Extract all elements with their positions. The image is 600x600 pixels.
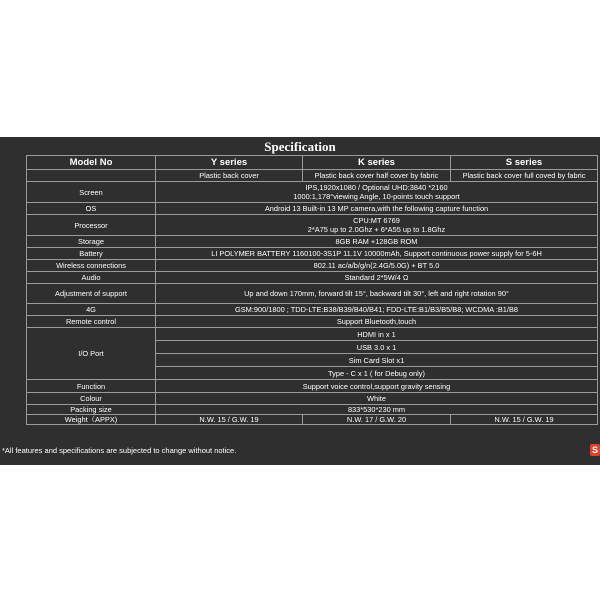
brand-logo-glyph: S [592, 445, 599, 455]
s-series-header: S series [451, 156, 598, 170]
os-value: Android 13 Built-in 13 MP camera,with the following capture function [156, 203, 598, 215]
screen-value [156, 182, 598, 203]
processor-value [156, 215, 598, 236]
network-row [27, 304, 598, 316]
spec-title: Specification [264, 139, 336, 154]
os-row [27, 203, 598, 215]
io-item: HDMI in x 1 [156, 328, 598, 341]
io-label: I/O Port [27, 328, 156, 380]
screen-line-2: 1000:1,178°viewing Angle, 10-points touch support [293, 192, 460, 201]
y-weight: N.W. 15 / G.W. 19 [156, 415, 303, 425]
screen-line-1: IPS,1920x1080 / Optional UHD:3840 *2160 [305, 183, 448, 192]
cover-row [27, 170, 598, 182]
storage-value: 8GB RAM +128GB ROM [156, 236, 598, 248]
footnote: *All features and specifications are subjected to change without notice. [2, 446, 237, 455]
processor-label: Processor [27, 215, 156, 236]
function-value: Support voice control,support gravity sensing [156, 380, 598, 393]
remote-label: Remote control [27, 316, 156, 328]
support-row [27, 284, 598, 304]
weight-row [27, 415, 598, 425]
weight-label: Weight（APPX) [27, 415, 156, 425]
remote-value: Support Bluetooth,touch [156, 316, 598, 328]
y-series-header: Y series [156, 156, 303, 170]
spec-table [26, 155, 598, 425]
audio-row [27, 272, 598, 284]
packing-label: Packing size [27, 405, 156, 415]
y-cover: Plastic back cover [156, 170, 303, 182]
screen-row [27, 182, 598, 203]
function-label: Function [27, 380, 156, 393]
wireless-value: 802.11 ac/a/b/g/n(2.4G/5.0G) + BT 5.0 [156, 260, 598, 272]
processor-row [27, 215, 598, 236]
audio-label: Audio [27, 272, 156, 284]
battery-row [27, 248, 598, 260]
audio-value: Standard 2*5W/4 Ω [156, 272, 598, 284]
support-value: Up and down 170mm, forward tilt 15°, backward tilt 30°, left and right rotation 90° [156, 284, 598, 304]
io-item: Sim Card Slot x1 [156, 354, 598, 367]
support-label: Adjustment of support [27, 284, 156, 304]
model-no-header: Model No [27, 156, 156, 170]
os-label: OS [27, 203, 156, 215]
function-row [27, 380, 598, 393]
battery-label: Battery [27, 248, 156, 260]
colour-row [27, 393, 598, 405]
brand-logo [590, 444, 600, 456]
processor-line-2: 2*A75 up to 2.0Ghz + 6*A55 up to 1.8Ghz [307, 225, 446, 234]
remote-row [27, 316, 598, 328]
packing-row [27, 405, 598, 415]
processor-line-1: CPU:MT 6769 [353, 216, 400, 225]
network-value: GSM:900/1800 ; TDD-LTE:B38/B39/B40/B41; FDD-LTE:B1/B3/B5/B8; WCDMA :B1/B8 [156, 304, 598, 316]
k-weight: N.W. 17 / G.W. 20 [303, 415, 451, 425]
k-cover: Plastic back cover half cover by fabric [303, 170, 451, 182]
screen-label: Screen [27, 182, 156, 203]
header-row [27, 156, 598, 170]
s-cover: Plastic back cover full coved by fabric [451, 170, 598, 182]
battery-value: LI POLYMER BATTERY 1160100-3S1P 11.1V 10000mAh, Support continuous power supply for 5-6H [156, 248, 598, 260]
packing-value: 833*530*230 mm [156, 405, 598, 415]
network-label: 4G [27, 304, 156, 316]
colour-value: White [156, 393, 598, 405]
cover-label [27, 170, 156, 182]
k-series-header: K series [303, 156, 451, 170]
wireless-label: Wireless connections [27, 260, 156, 272]
io-item: USB 3.0 x 1 [156, 341, 598, 354]
wireless-row [27, 260, 598, 272]
colour-label: Colour [27, 393, 156, 405]
s-weight: N.W. 15 / G.W. 19 [451, 415, 598, 425]
storage-label: Storage [27, 236, 156, 248]
io-row-1 [27, 328, 598, 341]
storage-row [27, 236, 598, 248]
io-item: Type - C x 1 ( for Debug only) [156, 367, 598, 380]
